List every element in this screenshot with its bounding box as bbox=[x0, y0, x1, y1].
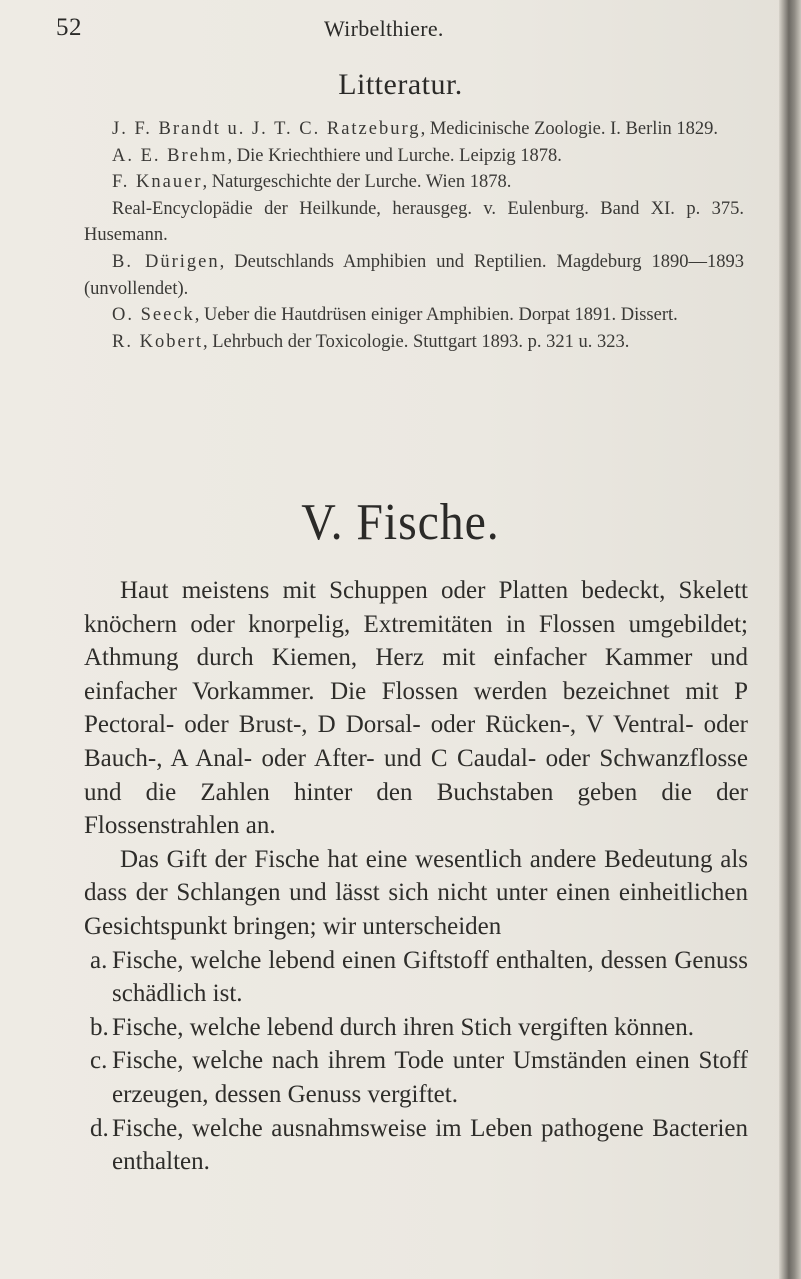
list-item-text: Fische, welche lebend durch ihren Stich vergiften können. bbox=[112, 1013, 695, 1041]
literature-list bbox=[84, 116, 744, 355]
reference-author: A. E. Brehm bbox=[112, 145, 228, 166]
reference-entry bbox=[84, 116, 744, 143]
page-header bbox=[56, 12, 746, 46]
chapter-body bbox=[84, 574, 748, 1179]
reference-author: B. Dürigen bbox=[112, 251, 220, 272]
list-item bbox=[84, 944, 748, 1011]
reference-text: , Ueber die Hautdrüsen einiger Amphibien. Dorpat 1891. Dissert. bbox=[194, 305, 678, 326]
running-head: Wirbelthiere. bbox=[324, 16, 444, 41]
literature-heading: Litteratur. bbox=[338, 68, 463, 101]
reference-entry bbox=[84, 196, 744, 249]
body-paragraph: Haut meistens mit Schuppen oder Platten bedeckt, Skelett knöchern oder knorpelig, Extremitäten in Flossen umgebildet; Athmung durch Kiemen, Herz mit einfacher Kammer und einfacher Vorkammer. Die Flossen werden bezeichnet mit P Pectoral- oder Brust-, D Dorsal- oder Rücken-, V Ventral- oder Bauch-, A Anal- oder After- und C Caudal- oder Schwanzflosse und die Zahlen hinter den Buchstaben geben die der Flossenstrahlen an. bbox=[84, 577, 748, 840]
reference-entry bbox=[84, 329, 744, 356]
list-item-text: Fische, welche nach ihrem Tode unter Umständen einen Stoff erzeugen, dessen Genuss vergiftet. bbox=[112, 1047, 748, 1108]
page-number: 52 bbox=[56, 14, 82, 41]
list-item-label: d. bbox=[90, 1114, 109, 1142]
list-item-label: b. bbox=[90, 1013, 109, 1041]
reference-text: , Naturgeschichte der Lurche. Wien 1878. bbox=[202, 172, 512, 193]
reference-author: F. Knauer bbox=[112, 172, 203, 193]
list-item-text: Fische, welche ausnahmsweise im Leben pathogene Bacterien enthalten. bbox=[112, 1114, 748, 1176]
reference-text: , Die Kriechthiere und Lurche. Leipzig 1878. bbox=[227, 145, 562, 166]
reference-entry bbox=[84, 302, 744, 329]
reference-text: , Lehrbuch der Toxicologie. Stuttgart 1893. p. 321 u. 323. bbox=[202, 331, 630, 352]
reference-entry bbox=[84, 169, 744, 196]
list-item-label: a. bbox=[90, 946, 108, 974]
list-item bbox=[84, 1044, 748, 1111]
reference-entry bbox=[84, 249, 744, 302]
reference-text: , Medicinische Zoologie. I. Berlin 1829. bbox=[420, 119, 719, 139]
chapter-title: V. Fische. bbox=[301, 494, 500, 551]
reference-text: , Deutschlands Amphibien und Reptilien. Magdeburg 1890—1893 (unvollendet). bbox=[84, 251, 744, 299]
reference-author: R. Kobert bbox=[112, 331, 203, 352]
list-item bbox=[84, 1112, 748, 1179]
list-item-label: c. bbox=[90, 1047, 108, 1075]
reference-author: J. F. Brandt u. J. T. C. Ratzeburg bbox=[112, 119, 421, 139]
body-paragraph: Das Gift der Fische hat eine wesentlich andere Bedeutung als dass der Schlangen und lässt sich nicht unter einen einheitlichen Gesichtspunkt bringen; wir unterscheiden bbox=[84, 845, 748, 940]
list-item-text: Fische, welche lebend einen Giftstoff enthalten, dessen Genuss schädlich ist. bbox=[112, 946, 748, 1008]
reference-entry bbox=[84, 143, 744, 170]
reference-author: O. Seeck bbox=[112, 305, 195, 326]
reference-text: Real-Encyclopädie der Heilkunde, herausgeg. v. Eulenburg. Band XI. p. 375. Husemann. bbox=[84, 198, 744, 246]
list-item bbox=[84, 1011, 748, 1045]
page-edge-shadow bbox=[779, 0, 801, 1279]
fish-category-list bbox=[84, 944, 748, 1179]
